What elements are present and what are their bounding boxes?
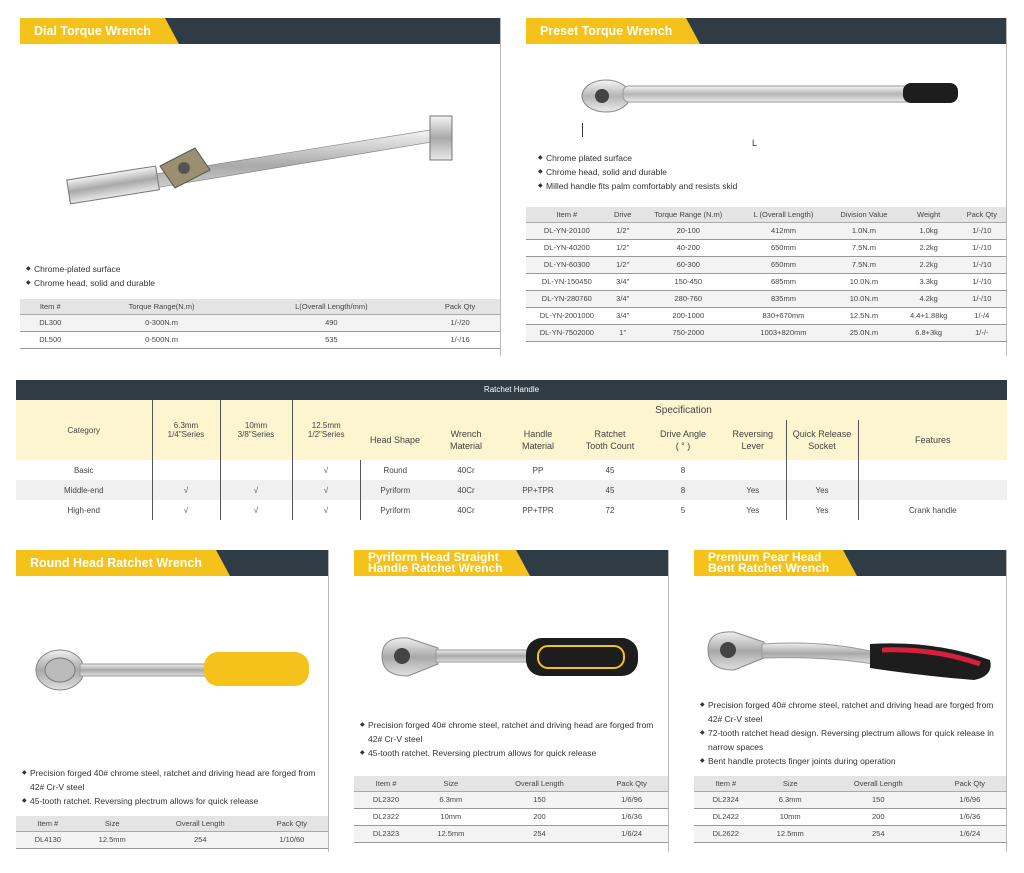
table-cell: √ <box>292 460 360 480</box>
dial-header <box>20 18 500 44</box>
table-cell: 1.0kg <box>900 222 958 239</box>
table-row <box>694 808 1006 825</box>
table-header: Division Value <box>828 207 899 222</box>
table-cell: DL2320 <box>354 791 418 808</box>
header-features: Features <box>858 420 1007 460</box>
table-cell: 72 <box>605 505 615 515</box>
table-cell <box>786 460 858 480</box>
table-cell: 1/6/96 <box>934 791 1006 808</box>
table-cell: 535 <box>243 331 421 348</box>
table-cell: 45 <box>605 465 615 475</box>
preset-features <box>538 151 737 193</box>
pear-spec-table <box>694 776 1006 843</box>
table-header: Pack Qty <box>256 816 328 831</box>
ratchet-table <box>16 400 1007 520</box>
table-cell: Round <box>360 460 430 480</box>
table-cell: 685mm <box>739 273 828 290</box>
table-header: Pack Qty <box>958 207 1006 222</box>
table-cell <box>220 460 292 480</box>
table-header: Drive <box>608 207 638 222</box>
table-row <box>16 831 328 848</box>
dial-torque-panel <box>20 18 501 356</box>
table-cell: 2.2kg <box>900 256 958 273</box>
table-cell: 1/-/10 <box>958 256 1006 273</box>
table-cell: DL-YN-7502000 <box>526 324 608 341</box>
table-cell: DL500 <box>20 331 81 348</box>
table-cell: Middle-end <box>16 480 152 500</box>
table-cell: 750-2000 <box>638 324 739 341</box>
dial-bullet: ◆ Chrome-plated surface <box>26 262 155 276</box>
table-header: Pack Qty <box>595 776 668 791</box>
preset-torque-panel <box>526 18 1007 356</box>
preset-length-marker <box>582 123 583 137</box>
table-cell <box>152 460 220 480</box>
preset-length-label: L <box>752 138 758 148</box>
round-spec-table <box>16 816 328 849</box>
round-head-panel <box>16 550 329 852</box>
pyriform-bullet: ◆ Precision forged 40# chrome steel, ratchet and driving head are forged from 42# Cr-V steel <box>360 718 664 746</box>
table-cell: Pyriform <box>360 500 430 520</box>
preset-bullet: ◆ Chrome plated surface <box>538 151 737 165</box>
table-cell: 10.0N.m <box>828 290 899 307</box>
table-cell: 10.0N.m <box>828 273 899 290</box>
table-cell: 4.4+1.88kg <box>900 307 958 324</box>
ratchet-handle-section <box>16 380 1007 520</box>
table-cell: Basic <box>73 465 94 475</box>
table-row <box>20 314 500 331</box>
table-cell: 45 <box>574 480 646 500</box>
table-cell: √ <box>152 480 220 500</box>
header-series-1-2: 12.5mm 1/2"Series <box>292 400 360 460</box>
dial-bullet: ◆ Chrome head, solid and durable <box>26 276 155 290</box>
table-header: L (Overall Length) <box>739 207 828 222</box>
table-cell: 1/-/- <box>958 324 1006 341</box>
table-row <box>526 290 1006 307</box>
table-cell: 3/4" <box>608 290 638 307</box>
table-cell: DL2323 <box>354 825 418 842</box>
table-header: Item # <box>20 299 81 314</box>
table-cell: 1/2" <box>608 239 638 256</box>
table-row <box>354 825 668 842</box>
dial-features <box>26 262 155 290</box>
table-cell: 1/-/10 <box>958 273 1006 290</box>
table-header: Overall Length <box>145 816 256 831</box>
table-header: L(Overall Length/mm) <box>243 299 421 314</box>
pyriform-title: Pyriform Head Straight Handle Ratchet Wrench <box>354 550 516 576</box>
table-cell: DL-YN-60300 <box>526 256 608 273</box>
table-cell: 1/6/36 <box>934 808 1006 825</box>
table-row <box>694 791 1006 808</box>
table-cell: 1/-/10 <box>958 239 1006 256</box>
table-header: Size <box>418 776 484 791</box>
header-reversing-lever: Reversing Lever <box>720 420 786 460</box>
round-header <box>16 550 328 576</box>
table-cell: 8 <box>646 480 720 500</box>
table-cell: DL300 <box>20 314 81 331</box>
table-cell: 150-450 <box>638 273 739 290</box>
table-row <box>526 307 1006 324</box>
table-cell: 830+670mm <box>739 307 828 324</box>
table-cell: 280-760 <box>638 290 739 307</box>
table-row <box>526 222 1006 239</box>
table-cell: DL-YN-40200 <box>526 239 608 256</box>
header-series-1-4: 6.3mm 1/4"Series <box>152 400 220 460</box>
dial-wrench-image <box>60 108 470 228</box>
pyriform-head-panel <box>354 550 669 852</box>
table-cell: DL2322 <box>354 808 418 825</box>
table-cell: PP+TPR <box>522 505 554 515</box>
table-header: Item # <box>16 816 80 831</box>
table-cell: 1003+820mm <box>739 324 828 341</box>
table-cell: 150 <box>484 791 596 808</box>
table-cell: 490 <box>243 314 421 331</box>
table-cell: 6.3mm <box>758 791 823 808</box>
preset-header <box>526 18 1006 44</box>
round-features <box>22 766 322 808</box>
table-cell: 650mm <box>739 256 828 273</box>
table-cell: √ <box>292 480 360 500</box>
table-header: Item # <box>354 776 418 791</box>
pyriform-wrench-image <box>378 634 648 684</box>
table-cell: 150 <box>823 791 934 808</box>
table-cell <box>858 480 1007 500</box>
table-cell: 0-300N.m <box>81 314 243 331</box>
table-cell: 0-500N.m <box>81 331 243 348</box>
pear-title: Premium Pear Head Bent Ratchet Wrench <box>694 550 843 576</box>
table-cell: 6.8+3kg <box>900 324 958 341</box>
pear-bullet: ◆ Precision forged 40# chrome steel, ratchet and driving head are forged from 42# Cr-V steel <box>700 698 1002 726</box>
table-cell: 254 <box>484 825 596 842</box>
header-wrench-material: Wrench Material <box>430 420 502 460</box>
table-cell: 1/-/4 <box>958 307 1006 324</box>
table-cell: DL4130 <box>16 831 80 848</box>
table-cell: 835mm <box>739 290 828 307</box>
table-cell: DL2622 <box>694 825 758 842</box>
table-cell: Pyriform <box>360 480 430 500</box>
table-cell: DL-YN-20100 <box>526 222 608 239</box>
table-cell: DL2324 <box>694 791 758 808</box>
table-cell: 1/-/20 <box>420 314 500 331</box>
table-cell: 2.2kg <box>900 239 958 256</box>
table-cell: 1/10/60 <box>256 831 328 848</box>
pear-wrench-image <box>704 626 998 686</box>
table-row <box>354 791 668 808</box>
table-cell: 1/-/10 <box>958 222 1006 239</box>
table-cell: 1/6/24 <box>595 825 668 842</box>
table-cell: 40Cr <box>457 505 475 515</box>
header-drive-angle: Drive Angle ( ° ) <box>646 420 720 460</box>
table-cell: √ <box>292 500 360 520</box>
table-row <box>16 500 1007 520</box>
table-cell: 3/4" <box>608 307 638 324</box>
table-header: Overall Length <box>823 776 934 791</box>
table-row <box>526 256 1006 273</box>
table-cell: 1/-/16 <box>420 331 500 348</box>
table-header: Weight <box>900 207 958 222</box>
table-cell: 12.5N.m <box>828 307 899 324</box>
pear-features <box>700 698 1002 768</box>
table-cell: 1/6/24 <box>934 825 1006 842</box>
table-cell: 200-1000 <box>638 307 739 324</box>
table-header: Item # <box>526 207 608 222</box>
table-cell: 12.5mm <box>80 831 145 848</box>
table-cell: 10mm <box>418 808 484 825</box>
header-category: Category <box>16 400 152 460</box>
table-cell: 200 <box>484 808 596 825</box>
table-header: Torque Range(N.m) <box>81 299 243 314</box>
table-cell: 40Cr <box>457 465 475 475</box>
pear-head-panel <box>694 550 1007 852</box>
table-cell: √ <box>220 480 292 500</box>
pyriform-bullet: ◆ 45-tooth ratchet. Reversing plectrum allows for quick release <box>360 746 664 760</box>
table-cell: 254 <box>145 831 256 848</box>
table-cell: High-end <box>67 505 100 515</box>
table-cell <box>720 460 786 480</box>
table-cell: DL2422 <box>694 808 758 825</box>
table-cell: 12.5mm <box>758 825 823 842</box>
table-cell: DL-YN-280760 <box>526 290 608 307</box>
table-header: Size <box>758 776 823 791</box>
table-header: Item # <box>694 776 758 791</box>
table-header: Pack Qty <box>420 299 500 314</box>
table-cell <box>858 460 1007 480</box>
dial-spec-table <box>20 299 500 349</box>
table-header: Torque Range (N.m) <box>638 207 739 222</box>
table-header: Overall Length <box>484 776 596 791</box>
table-cell: 5 <box>680 505 686 515</box>
table-cell: Yes <box>786 480 858 500</box>
table-cell: √ <box>220 500 292 520</box>
header-specification: Specification <box>360 400 1007 420</box>
table-header: Pack Qty <box>934 776 1006 791</box>
table-cell: 12.5mm <box>418 825 484 842</box>
round-bullet: ◆ 45-tooth ratchet. Reversing plectrum allows for quick release <box>22 794 322 808</box>
table-cell: 1/6/36 <box>595 808 668 825</box>
table-cell: DL-YN-150450 <box>526 273 608 290</box>
table-cell: 8 <box>680 465 686 475</box>
table-cell: 20-100 <box>638 222 739 239</box>
table-cell: 10mm <box>758 808 823 825</box>
table-row <box>526 273 1006 290</box>
table-header: Size <box>80 816 145 831</box>
pyriform-features <box>360 718 664 760</box>
header-handle-material: Handle Material <box>502 420 574 460</box>
table-cell: Yes <box>720 480 786 500</box>
table-cell: 1/2" <box>608 256 638 273</box>
table-cell: 1/-/10 <box>958 290 1006 307</box>
pear-header <box>694 550 1006 576</box>
pear-bullet: ◆ Bent handle protects finger joints during operation <box>700 754 1002 768</box>
pear-bullet: ◆ 72-tooth ratchet head design. Reversing plectrum allows for quick release in narrow spaces <box>700 726 1002 754</box>
round-bullet: ◆ Precision forged 40# chrome steel, ratchet and driving head are forged from 42# Cr-V steel <box>22 766 322 794</box>
table-cell: 40Cr <box>430 480 502 500</box>
round-title: Round Head Ratchet Wrench <box>16 550 216 576</box>
preset-title: Preset Torque Wrench <box>526 18 686 44</box>
table-cell: Yes <box>786 500 858 520</box>
table-cell: 1.0N.m <box>828 222 899 239</box>
ratchet-title: Ratchet Handle <box>16 380 1007 400</box>
table-cell: 1" <box>608 324 638 341</box>
preset-bullet: ◆ Milled handle fits palm comfortably and resists skid <box>538 179 737 193</box>
table-cell: 6.3mm <box>418 791 484 808</box>
table-cell: 254 <box>823 825 934 842</box>
table-row <box>526 324 1006 341</box>
table-row <box>16 460 1007 480</box>
table-cell: √ <box>152 500 220 520</box>
table-row <box>16 480 1007 500</box>
preset-bullet: ◆ Chrome head, solid and durable <box>538 165 737 179</box>
header-head-shape: Head Shape <box>360 420 430 460</box>
table-row <box>20 331 500 348</box>
table-cell: Crank handle <box>858 500 1007 520</box>
preset-spec-table <box>526 207 1006 342</box>
pyriform-header <box>354 550 668 576</box>
table-cell: Yes <box>746 505 760 515</box>
header-quick-release: Quick Release Socket <box>786 420 858 460</box>
table-cell: 40-200 <box>638 239 739 256</box>
round-wrench-image <box>34 646 314 696</box>
table-cell: 25.0N.m <box>828 324 899 341</box>
table-cell: 7.5N.m <box>828 256 899 273</box>
pyriform-spec-table <box>354 776 668 843</box>
header-series-3-8: 10mm 3/8"Series <box>220 400 292 460</box>
table-cell: 1/2" <box>608 222 638 239</box>
table-row <box>694 825 1006 842</box>
table-cell: 650mm <box>739 239 828 256</box>
table-cell: 200 <box>823 808 934 825</box>
table-cell: 3/4" <box>608 273 638 290</box>
header-tooth-count: Ratchet Tooth Count <box>574 420 646 460</box>
table-cell: 4.2kg <box>900 290 958 307</box>
table-cell: DL-YN-2001000 <box>526 307 608 324</box>
table-cell: 60-300 <box>638 256 739 273</box>
table-row <box>354 808 668 825</box>
table-cell: PP+TPR <box>502 480 574 500</box>
table-cell: 412mm <box>739 222 828 239</box>
dial-title: Dial Torque Wrench <box>20 18 165 44</box>
table-cell: 1/6/96 <box>595 791 668 808</box>
table-cell: 7.5N.m <box>828 239 899 256</box>
table-cell: PP <box>532 465 544 475</box>
table-cell: 3.3kg <box>900 273 958 290</box>
table-row <box>526 239 1006 256</box>
preset-wrench-image <box>578 76 968 136</box>
